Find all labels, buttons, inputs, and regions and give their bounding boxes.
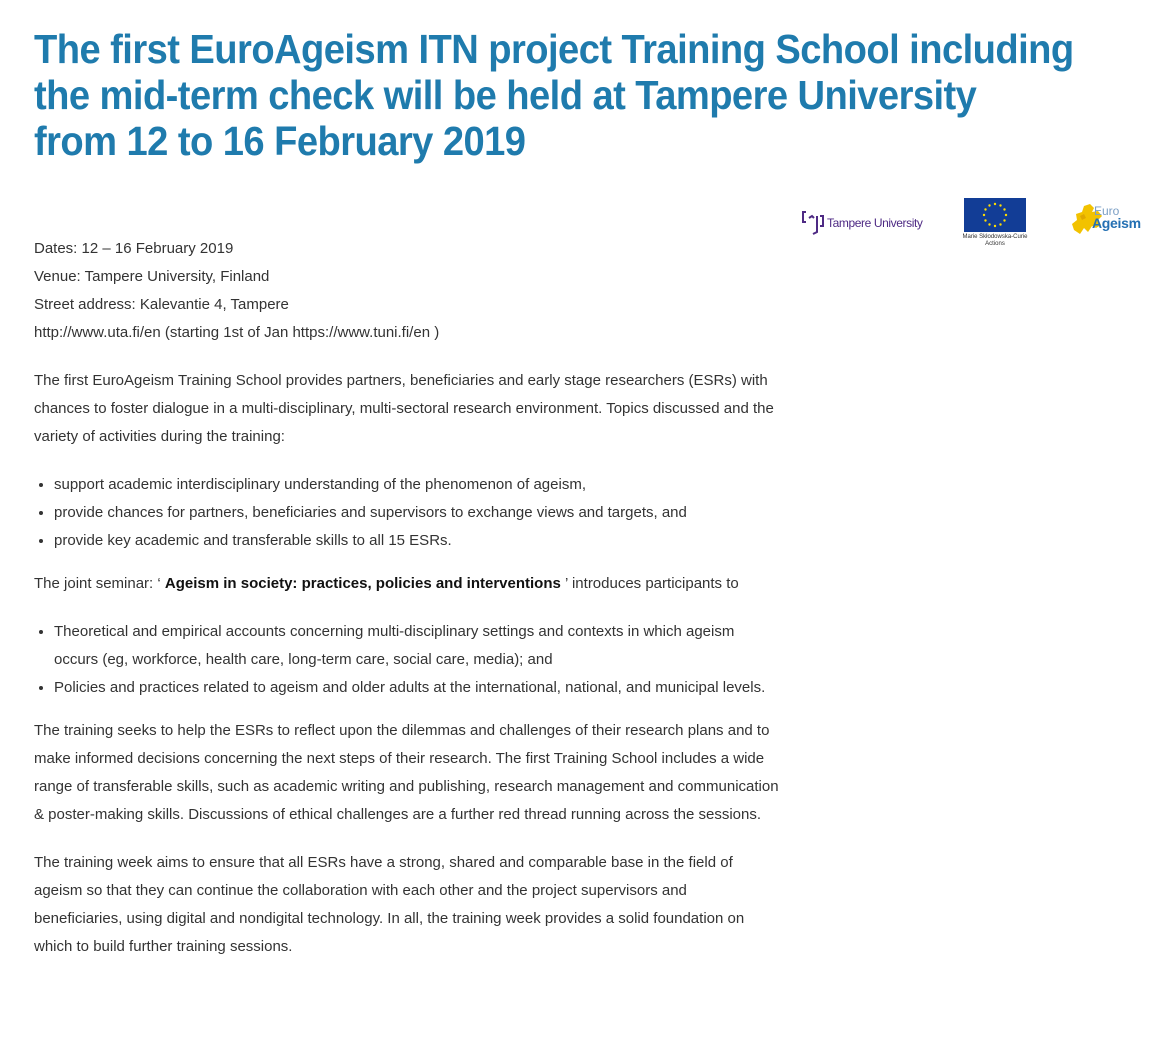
eu-caption-line-2: Actions [985, 241, 1005, 247]
intro-paragraph: The first EuroAgeism Training School provides partners, beneficiaries and early stage researchers (ESRs) with chances to foster dialogue in a multi-disciplinary, multi-sectoral research environment. Topics discussed and the variety of activities during the training: [34, 372, 774, 445]
eu-caption-line-1: Marie Skłodowska-Curie [962, 234, 1028, 240]
list-item: • support academic interdisciplinary understanding of the phenomenon of ageism, [54, 471, 779, 499]
title-line-3: from 12 to 16 February 2019 [34, 118, 526, 164]
euroageism-ageism-text: Ageism [1092, 215, 1141, 231]
topics-list [34, 471, 779, 555]
page-title [34, 26, 1080, 164]
article-body [34, 235, 779, 981]
seminar-list [34, 618, 779, 702]
title-line-1: The first EuroAgeism ITN project Training School including [34, 26, 1074, 72]
list-item: • provide chances for partners, beneficiaries and supervisors to exchange views and targets, and [54, 499, 779, 527]
event-dates: Dates: 12 – 16 February 2019 [34, 240, 234, 257]
uta-link[interactable]: http://www.uta.fi/en [34, 324, 161, 341]
eu-caption [955, 234, 1035, 248]
tampere-university-logo [802, 208, 923, 238]
event-venue: Venue: Tampere University, Finland [34, 268, 270, 285]
seminar-prefix: The joint seminar: ‘ [34, 575, 165, 592]
link-closing-text: ) [430, 324, 440, 341]
training-week-paragraph: The training week aims to ensure that all ESRs have a strong, shared and comparable base in the field of ageism so that they can continue the collaboration with each other and the project supervisors and beneficiaries, using digital and nondigital technology. In all, the training week provides a solid foundation on which to build further training sessions. [34, 854, 745, 955]
tuni-link[interactable]: https://www.tuni.fi/en [292, 324, 431, 341]
seminar-suffix: ’ introduces participants to [560, 575, 739, 592]
list-item: • provide key academic and transferable skills to all 15 ESRs. [54, 527, 779, 555]
euroageism-euro-text: Euro [1094, 204, 1120, 218]
link-separator-text: (starting 1st of Jan [160, 324, 293, 341]
list-item: • Theoretical and empirical accounts concerning multi-disciplinary settings and contexts in which ageism occurs (eg, workforce, health care, long-term care, social care, media); and [54, 618, 779, 674]
title-line-2: the mid-term check will be held at Tampere University [34, 72, 977, 118]
training-paragraph: The training seeks to help the ESRs to reflect upon the dilemmas and challenges of their research plans and to make informed decisions concerning the next steps of their research. The first Training School includes a wide range of transferable skills, such as academic writing and publishing, research management and communication & poster-making skills. Discussions of ethical challenges are a further red thread running across the sessions. [34, 722, 779, 823]
seminar-title: Ageism in society: practices, policies and interventions [164, 575, 561, 592]
event-details [34, 235, 779, 347]
eu-flag-icon [964, 198, 1026, 232]
event-links [34, 319, 779, 347]
tampere-logo-text: Tampere University [827, 216, 923, 230]
eu-msca-logo [955, 198, 1035, 248]
euroageism-logo [1068, 202, 1143, 242]
partner-logos [800, 196, 1145, 256]
seminar-paragraph [34, 570, 779, 598]
list-item: • Policies and practices related to ageism and older adults at the international, national, and municipal levels. [54, 674, 779, 702]
event-address: Street address: Kalevantie 4, Tampere [34, 296, 289, 313]
tampere-mark-icon [802, 208, 824, 238]
